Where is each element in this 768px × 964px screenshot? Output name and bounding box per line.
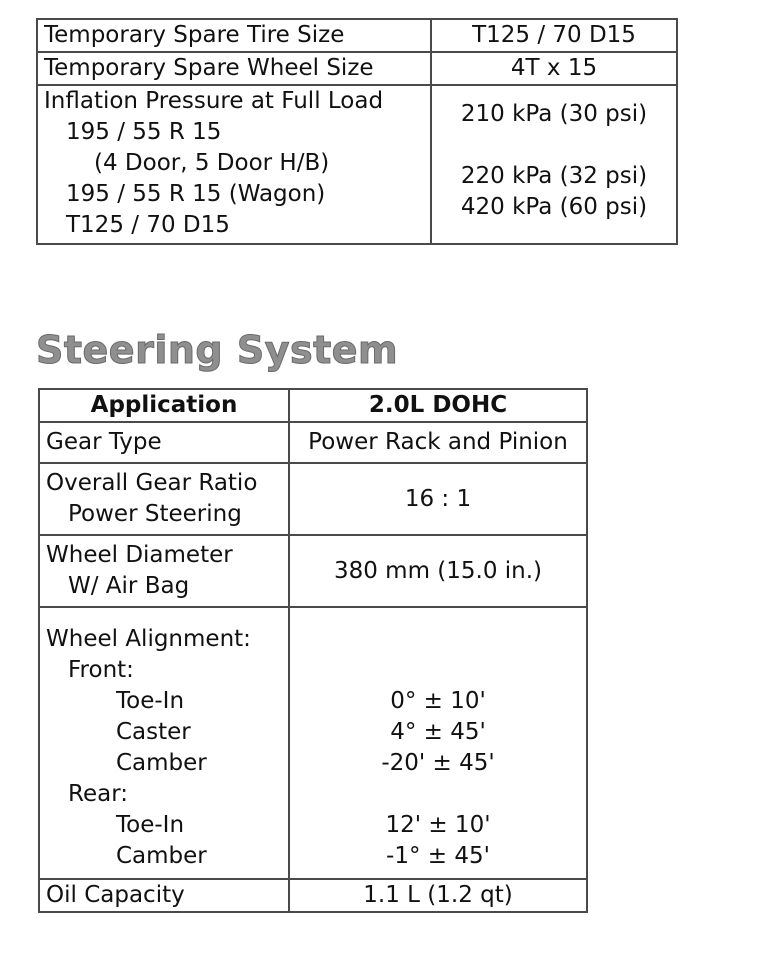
- inflation-sub1: 195 / 55 R 15: [66, 119, 222, 145]
- inflation-sub3: T125 / 70 D15: [66, 212, 230, 238]
- gear-ratio-label-cell: [39, 463, 289, 535]
- table-row: [37, 52, 677, 85]
- alignment-value-cell: [289, 607, 587, 879]
- oil-capacity-value: 1.1 L (1.2 qt): [289, 879, 587, 912]
- table-row: [39, 463, 587, 535]
- alignment-front-caster: Caster: [116, 719, 191, 745]
- alignment-front: Front:: [68, 657, 134, 683]
- tire-spec-table: [36, 18, 678, 245]
- gear-ratio-value: 16 : 1: [289, 463, 587, 535]
- inflation-val3: 420 kPa (60 psi): [460, 194, 648, 220]
- alignment-front-camber-value: -20' ± 45': [381, 750, 495, 776]
- section-title: Steering System: [36, 328, 399, 372]
- table-row: [39, 422, 587, 463]
- inflation-val1: 210 kPa (30 psi): [460, 101, 648, 127]
- table-row: [37, 85, 677, 244]
- alignment-rear-toe: Toe-In: [116, 812, 185, 838]
- alignment-rear: Rear:: [68, 781, 128, 807]
- inflation-val2: 220 kPa (32 psi): [460, 163, 648, 189]
- header-engine: 2.0L DOHC: [289, 389, 587, 422]
- wheel-diameter-sub: W/ Air Bag: [68, 573, 190, 599]
- inflation-label-cell: [37, 85, 431, 244]
- inflation-label: Inflation Pressure at Full Load: [44, 88, 384, 114]
- inflation-sub2: 195 / 55 R 15 (Wagon): [66, 181, 326, 207]
- table-header-row: [39, 389, 587, 422]
- alignment-rear-camber-value: -1° ± 45': [386, 843, 490, 869]
- alignment-label: Wheel Alignment:: [46, 626, 251, 652]
- alignment-front-caster-value: 4° ± 45': [390, 719, 486, 745]
- table-row: [39, 607, 587, 879]
- steering-spec-table: [38, 388, 588, 913]
- spare-tire-size-value: T125 / 70 D15: [431, 19, 677, 52]
- alignment-rear-toe-value: 12' ± 10': [385, 812, 491, 838]
- gear-type-label: Gear Type: [39, 422, 289, 463]
- table-row: [37, 19, 677, 52]
- wheel-diameter-value: 380 mm (15.0 in.): [289, 535, 587, 607]
- spare-wheel-size-value: 4T x 15: [431, 52, 677, 85]
- spare-tire-size-label: Temporary Spare Tire Size: [37, 19, 431, 52]
- table-row: [39, 879, 587, 912]
- inflation-value-cell: [431, 85, 677, 244]
- alignment-front-toe: Toe-In: [116, 688, 185, 714]
- alignment-rear-camber: Camber: [116, 843, 207, 869]
- wheel-diameter-label-cell: [39, 535, 289, 607]
- oil-capacity-label: Oil Capacity: [39, 879, 289, 912]
- alignment-label-cell: [39, 607, 289, 879]
- gear-type-value: Power Rack and Pinion: [289, 422, 587, 463]
- gear-ratio-sub: Power Steering: [68, 501, 242, 527]
- spare-wheel-size-label: Temporary Spare Wheel Size: [37, 52, 431, 85]
- alignment-front-toe-value: 0° ± 10': [390, 688, 486, 714]
- inflation-sub1-note: (4 Door, 5 Door H/B): [94, 150, 330, 176]
- wheel-diameter-label: Wheel Diameter: [46, 542, 233, 568]
- alignment-front-camber: Camber: [116, 750, 207, 776]
- header-application: Application: [39, 389, 289, 422]
- gear-ratio-label: Overall Gear Ratio: [46, 470, 258, 496]
- table-row: [39, 535, 587, 607]
